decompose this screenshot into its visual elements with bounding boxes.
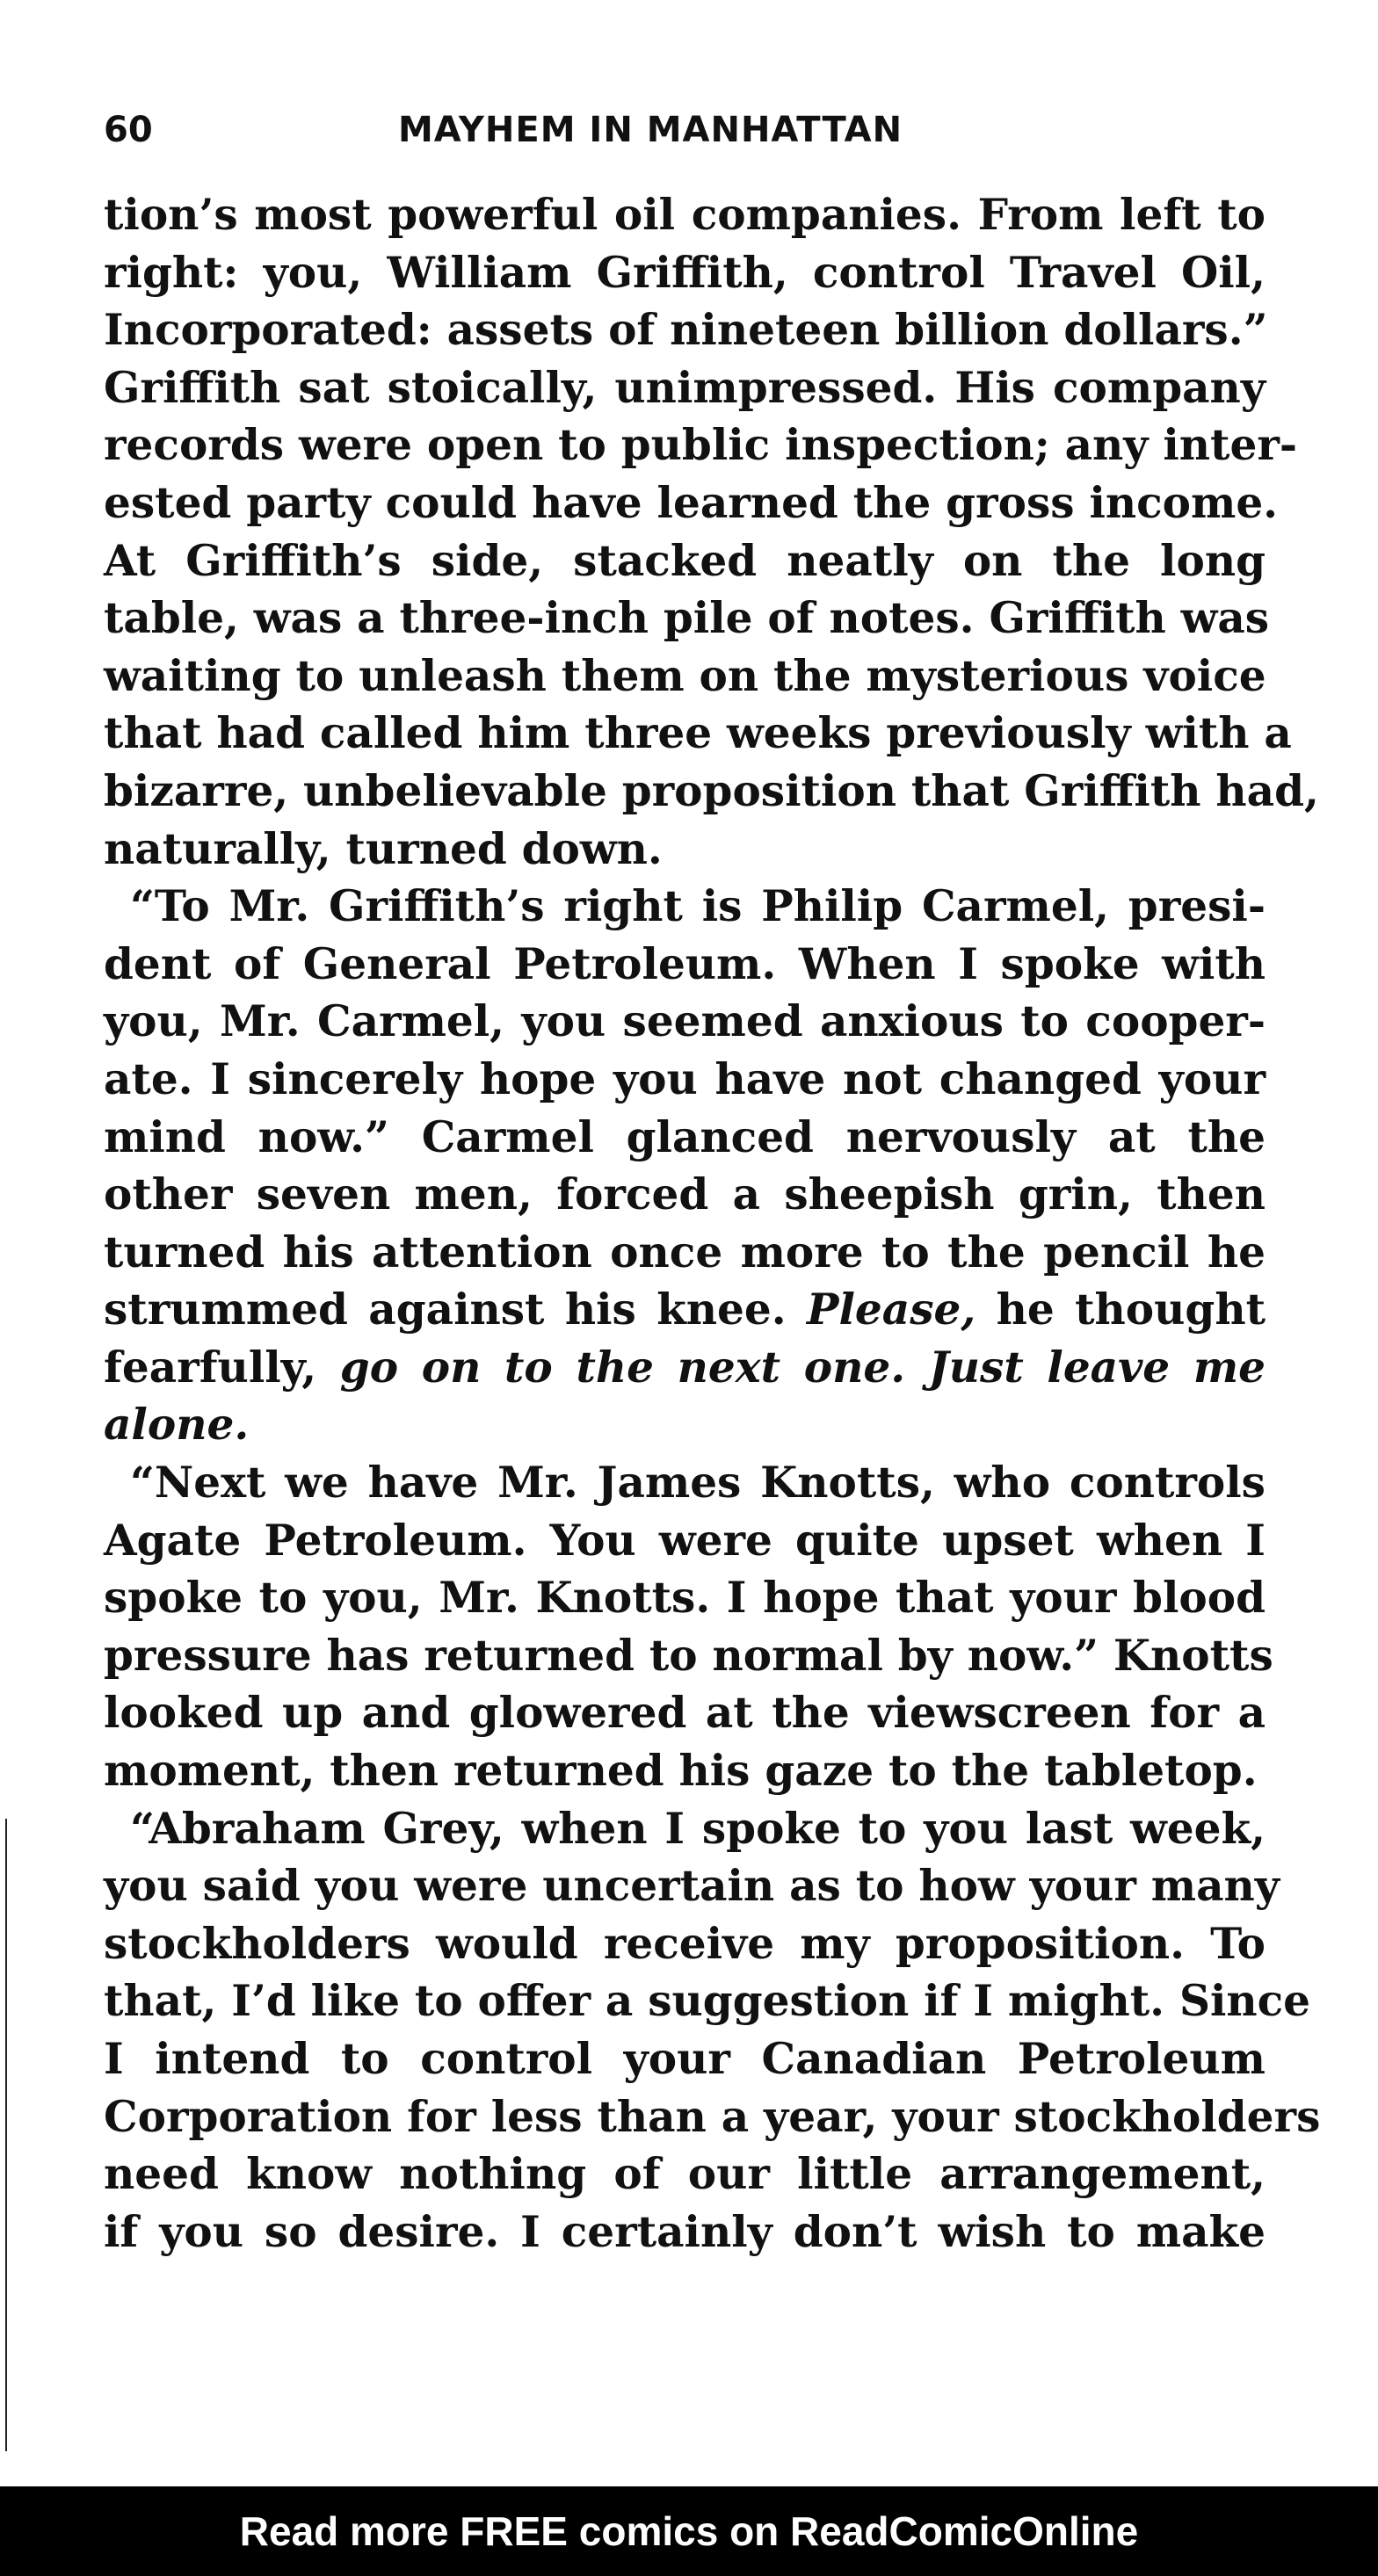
body-text [104,186,1321,2261]
text-line: dent of General Petroleum. When I spoke with [104,938,1266,989]
text-line: records were open to public inspection; any inter- [104,420,1297,471]
text-line: “Abraham Grey, when I spoke to you last week, [130,1803,1266,1854]
italic-text: go on to the next one. Just leave me [339,1342,1266,1393]
text-line: need know nothing of our little arrangement, [104,2149,1266,2200]
page-number: 60 [104,110,153,150]
italic-text: alone. [104,1400,250,1451]
text-line: tion’s most powerful oil companies. From left to [104,190,1266,240]
text-segment: he thought [975,1284,1266,1335]
text-line: table, was a three-inch pile of notes. Griffith was [104,593,1270,644]
page-header [104,104,1264,156]
text-line: “Next we have Mr. James Knotts, who controls [130,1458,1266,1509]
text-line: looked up and glowered at the viewscreen for a [104,1688,1266,1739]
text-line: Griffith sat stoically, unimpressed. His company [104,362,1266,413]
text-line: At Griffith’s side, stacked neatly on the long [104,535,1266,586]
text-line: Agate Petroleum. You were quite upset when I [104,1515,1266,1566]
text-line: “To Mr. Griffith’s right is Philip Carmel, presi- [130,881,1266,932]
text-line: naturally, turned down. [104,823,663,874]
text-line: you said you were uncertain as to how your many [104,1861,1280,1912]
text-line: if you so desire. I certainly don’t wish to make [104,2206,1266,2257]
text-line-mixed [104,1339,1266,1397]
text-line: that, I’d like to offer a suggestion if I might. Since [104,1976,1311,2027]
text-line: turned his attention once more to the pencil he [104,1226,1266,1277]
footer-banner-text: Read more FREE comics on ReadComicOnline [239,2508,1139,2554]
text-line: Corporation for less than a year, your stockholders [104,2091,1321,2142]
text-line: Incorporated: assets of nineteen billion dollars.” [104,305,1268,356]
text-line-italic [104,1396,1266,1454]
text-segment: strummed against his knee. [104,1284,808,1335]
text-line: spoke to you, Mr. Knotts. I hope that your blood [104,1573,1266,1624]
text-line: that had called him three weeks previously with a [104,708,1292,759]
text-line: ested party could have learned the gross income. [104,477,1279,528]
text-line: waiting to unleash them on the mysterious voice [104,650,1266,701]
text-line: ate. I sincerely hope you have not changed your [104,1053,1266,1104]
italic-text: Please, [807,1284,976,1335]
text-line: moment, then returned his gaze to the tabletop. [104,1746,1258,1797]
text-line: pressure has returned to normal by now.” Knotts [104,1630,1273,1681]
text-segment: fearfully, [104,1342,340,1393]
footer-banner [0,2486,1378,2576]
text-line: bizarre, unbelievable proposition that Griffith had, [104,765,1319,816]
text-line: other seven men, forced a sheepish grin, then [104,1169,1266,1220]
text-line: I intend to control your Canadian Petroleum [104,2034,1266,2084]
text-line: right: you, William Griffith, control Travel Oil, [104,247,1266,298]
text-line: stockholders would receive my proposition. To [104,1918,1266,1969]
running-head-title: MAYHEM IN MANHATTAN [398,110,903,150]
text-line: you, Mr. Carmel, you seemed anxious to cooper- [104,996,1266,1047]
scan-edge-line [5,1819,7,2451]
text-line-mixed [104,1281,1266,1339]
text-line: mind now.” Carmel glanced nervously at the [104,1111,1266,1162]
